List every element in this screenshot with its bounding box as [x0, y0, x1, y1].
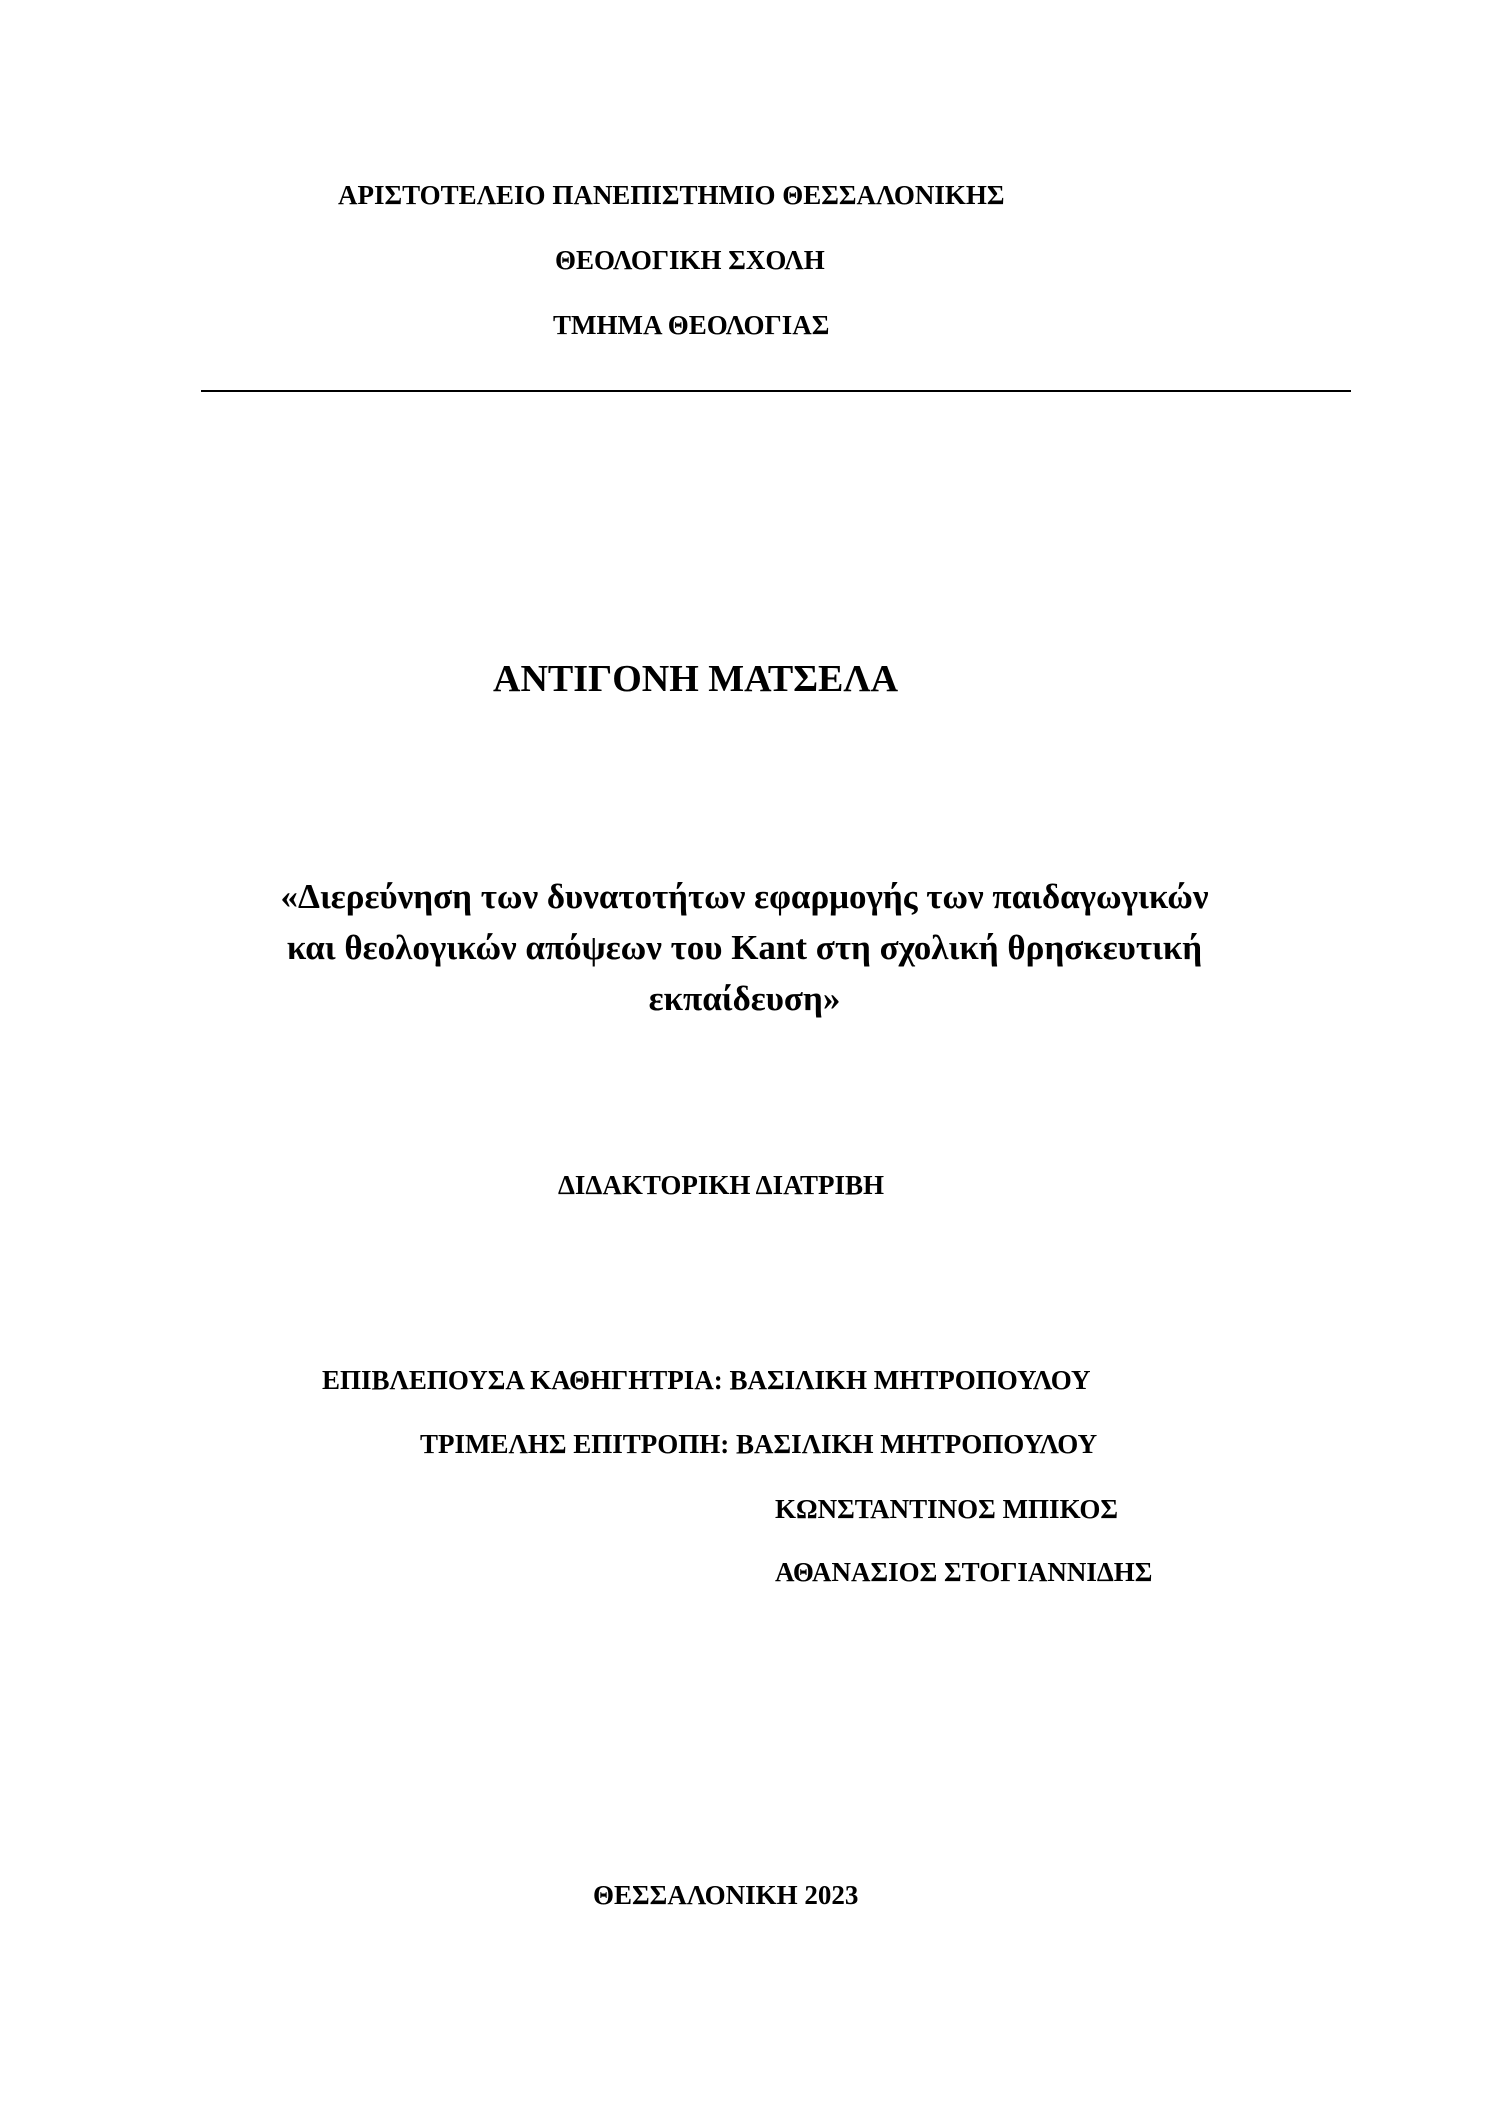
thesis-title-line-1: «Διερεύνηση των δυνατοτήτων εφαρμογής των παιδαγωγικών	[280, 877, 1209, 916]
thesis-title-line-2: και θεολογικών απόψεων του Kant στη σχολική θρησκευτική	[286, 928, 1203, 967]
committee-member-2: ΚΩΝΣΤΑΝΤΙΝΟΣ ΜΠΙΚΟΣ	[775, 1494, 1119, 1524]
author-name: ΑΝΤΙΓΟΝΗ ΜΑΤΣΕΛΑ	[493, 658, 899, 700]
committee-member-3: ΑΘΑΝΑΣΙΟΣ ΣΤΟΓΙΑΝΝΙΔΗΣ	[775, 1557, 1153, 1587]
university-name: ΑΡΙΣΤΟΤΕΛΕΙΟ ΠΑΝΕΠΙΣΤΗΜΙΟ ΘΕΣΣΑΛΟΝΙΚΗΣ	[338, 180, 1005, 210]
thesis-title-line-3: εκπαίδευση»	[648, 979, 841, 1018]
supervisor-line: ΕΠΙΒΛΕΠΟΥΣΑ ΚΑΘΗΓΗΤΡΙΑ: ΒΑΣΙΛΙΚΗ ΜΗΤΡΟΠΟΥΛΟΥ	[322, 1365, 1091, 1395]
committee-line: ΤΡΙΜΕΛΗΣ ΕΠΙΤΡΟΠΗ: ΒΑΣΙΛΙΚΗ ΜΗΤΡΟΠΟΥΛΟΥ	[420, 1429, 1098, 1459]
document-type: ΔΙΔΑΚΤΟΡΙΚΗ ΔΙΑΤΡΙΒΗ	[558, 1170, 884, 1200]
department-name: ΤΜΗΜΑ ΘΕΟΛΟΓΙΑΣ	[553, 310, 830, 340]
header-divider	[201, 390, 1351, 392]
place-year: ΘΕΣΣΑΛΟΝΙΚΗ 2023	[593, 1880, 859, 1910]
school-name: ΘΕΟΛΟΓΙΚΗ ΣΧΟΛΗ	[555, 245, 825, 275]
